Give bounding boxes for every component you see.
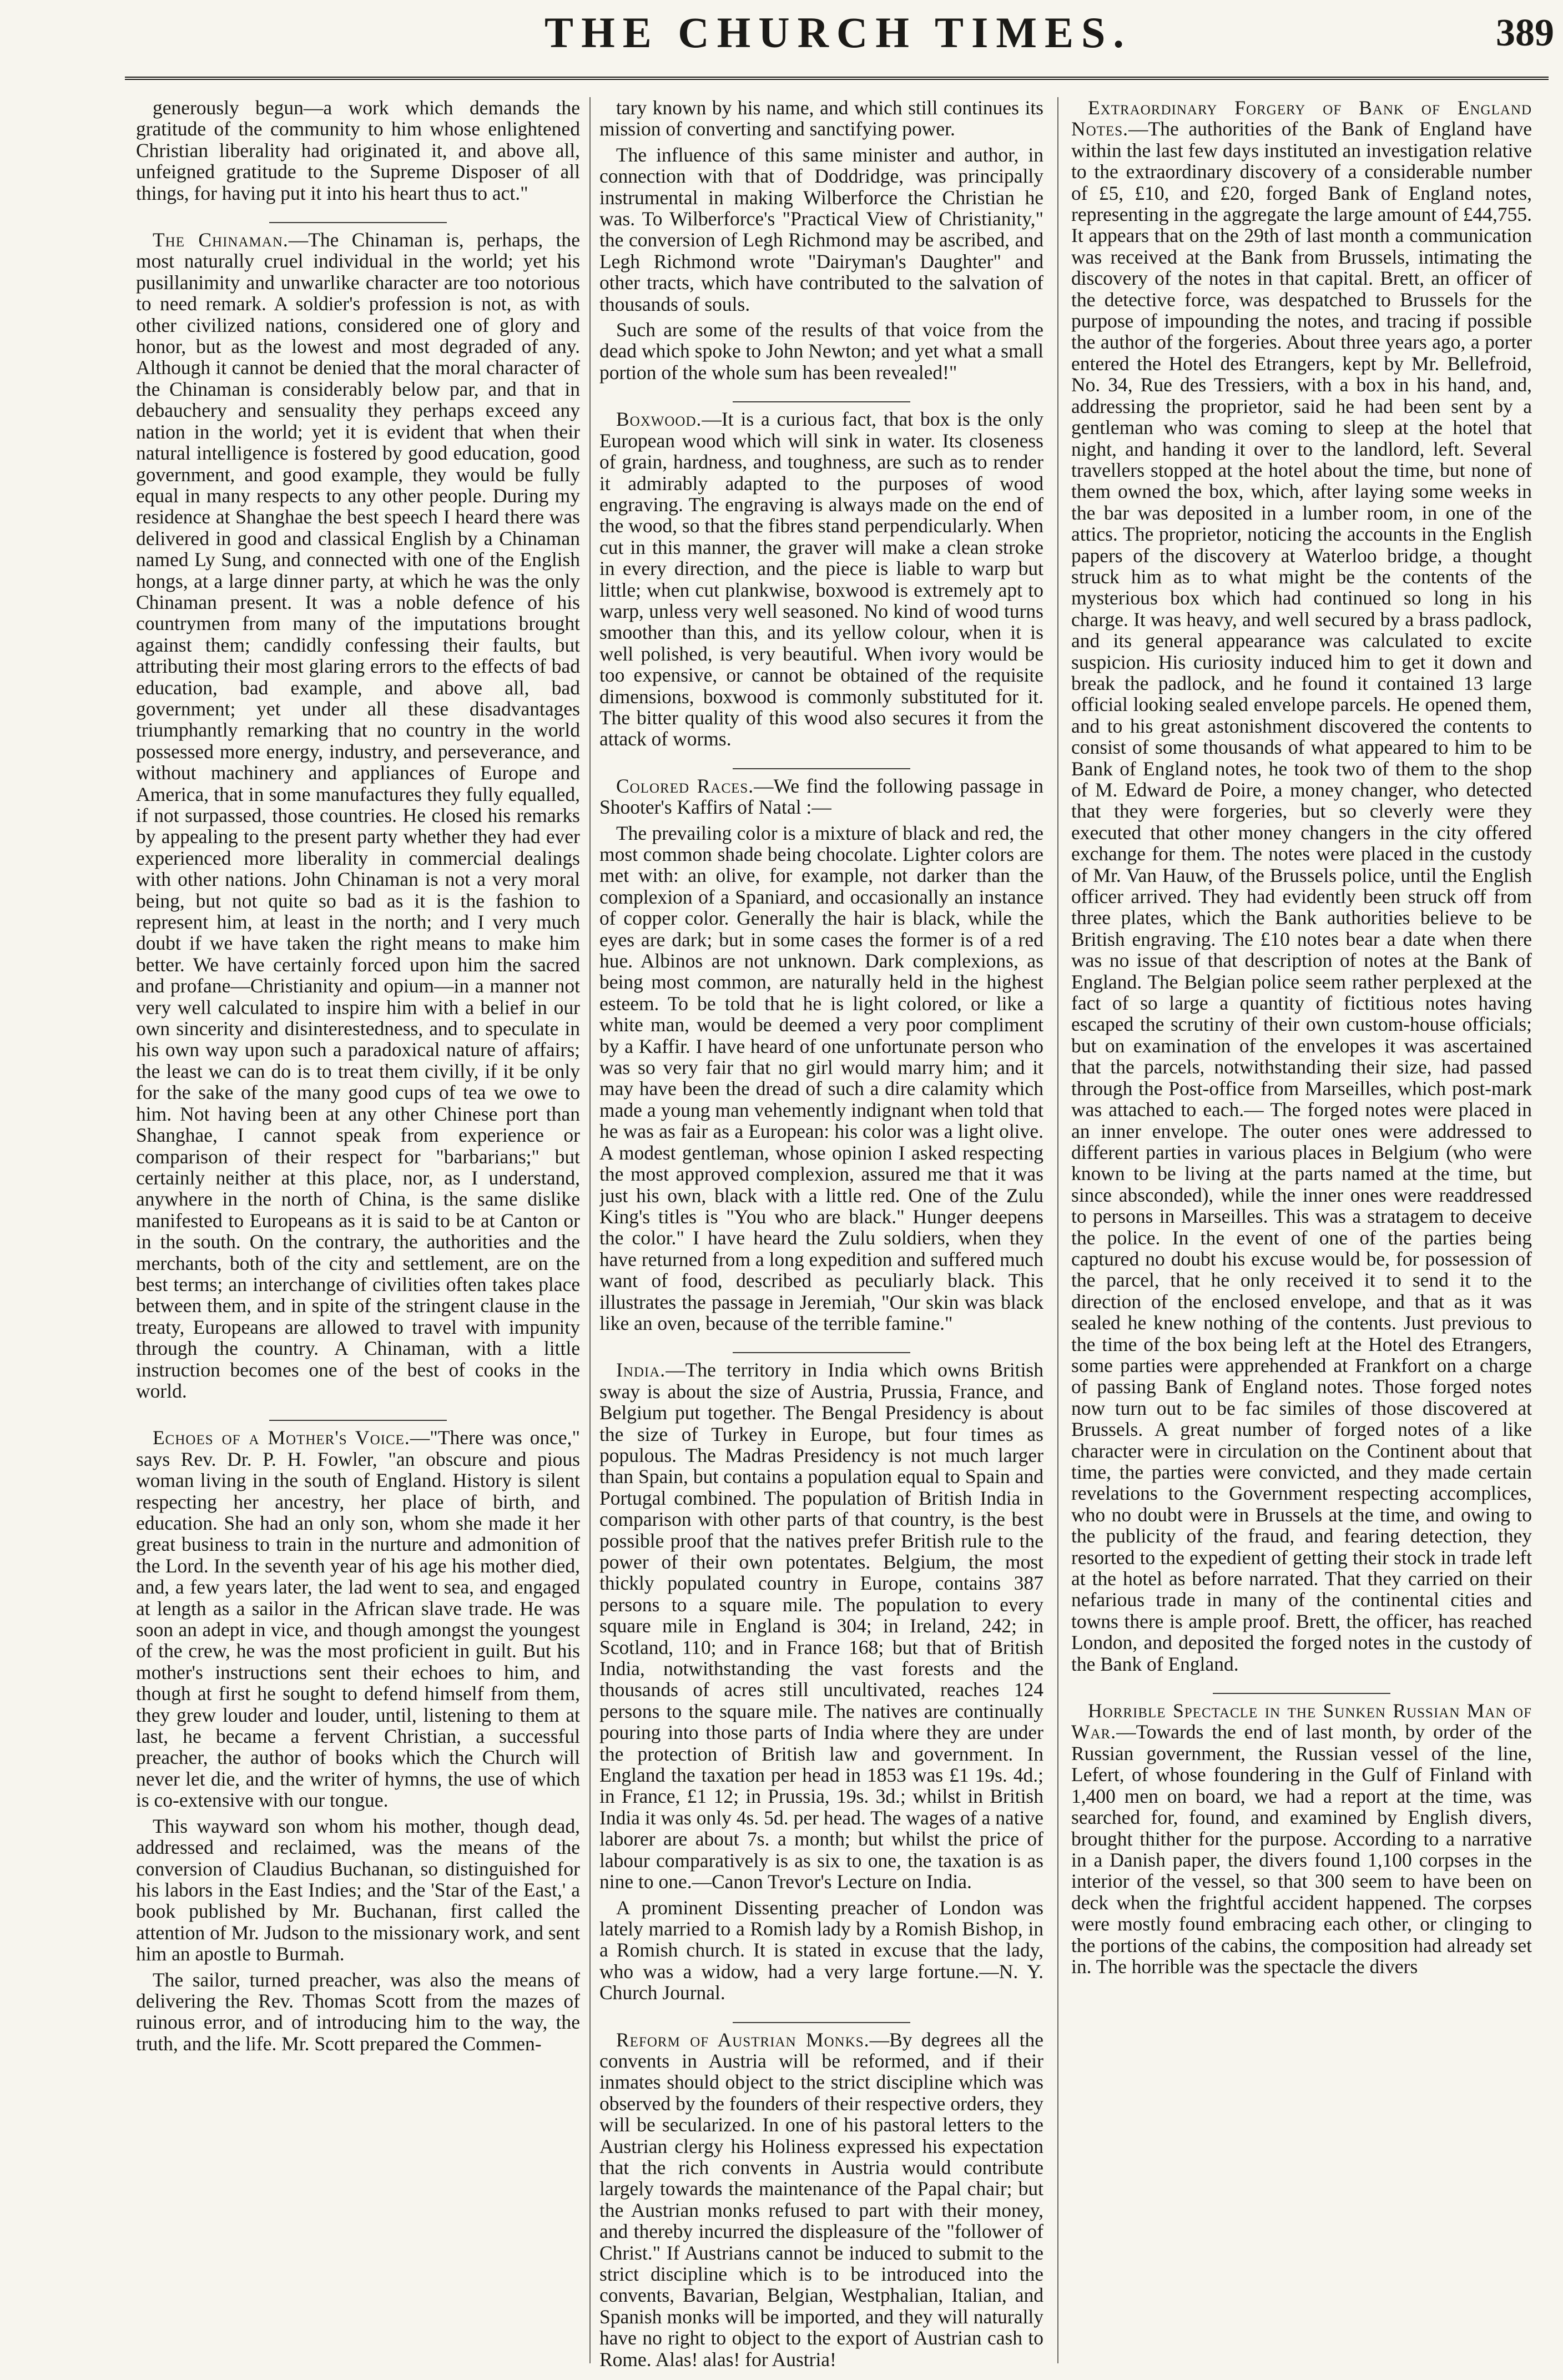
column-divider <box>1057 97 1058 2363</box>
article-divider <box>136 208 580 225</box>
paragraph <box>599 823 1043 1334</box>
paragraph <box>136 1816 580 1965</box>
masthead <box>111 6 1563 67</box>
article-paragraph <box>599 1359 1043 1892</box>
article-divider <box>599 1338 1043 1355</box>
article-heading: India. <box>616 1359 666 1381</box>
paragraph-text: This wayward son whom his mother, though dead, addressed and reclaimed, was the means of the conversion of Claudius Buchanan, so distinguished for his labors in the East Indies; and the 'Star of the East,' a book published by Mr. Buchanan, first called the attention of Mr. Judson to the missionary work, and sent him an apostle to Burmah. <box>136 1814 580 1965</box>
paragraph <box>599 1897 1043 2004</box>
paragraph <box>136 97 580 204</box>
paragraph-text: A prominent Dissenting preacher of London was lately married to a Romish lady by a Romish Bishop, in a Romish church. It is stated in excuse that the lady, who was a widow, had a very large fortune.—N. Y. Church Journal. <box>599 1896 1043 2004</box>
article-paragraph <box>136 229 580 1401</box>
paragraph-text: —It is a curious fact, that box is the only European wood which will sink in water. Its closeness of grain, hardness, and toughness, are such as to render it admirably adapted to the purposes of wood engraving. The engraving is always made on the end of the wood, so that the fibres stand perpendicularly. When cut in this manner, the graver will make a clean stroke in every direction, and the piece is liable to warp but little; when cut plankwise, boxwood is extremely apt to warp, unless very well seasoned. No kind of wood turns smoother than this, and its yellow colour, when it is well polished, is very beautiful. When ivory would be too expensive, or cannot be obtained of the requisite dimensions, boxwood is commonly substituted for it. The bitter quality of this wood also secures it from the attack of worms. <box>599 408 1043 750</box>
paragraph-text: —Towards the end of last month, by order of the Russian government, the Russian vessel of the line, Lefert, of whose foundering in the Gulf of Finland with 1,400 men on board, we had a report at the time, was searched for, found, and examined by English divers, brought thither for the purpose. According to a narrative in a Danish paper, the divers found 1,100 corpses in the interior of the vessel, so that 300 seem to have been on deck when the frightful accident happened. The corpses were mostly found embracing each other, or clinging to the portions of the cabins, the composition had already set in. The horrible was the spectacle the divers <box>1071 1721 1532 1978</box>
paragraph-text: The prevailing color is a mixture of black and red, the most common shade being chocolate. Lighter colors are met with: an olive, for example, not darker than the complexion of a Spaniard, and occasionally an instance of copper color. Generally the hair is black, while the eyes are dark; but in some cases the former is of a red hue. Albinos are not unknown. Dark complexions, as being most common, are naturally held in the highest esteem. To be told that he is light colored, or like a white man, would be deemed a very poor compliment by a Kaffir. I have heard of one unfortunate person who was so very fair that no girl would marry him; and it may have been the dread of such a dire calamity which made a young man vehemently indignant when told that he was as fair as a European: his color was a light olive. A modest gentleman, whose opinion I asked respecting the most approved complexion, assured me that it was just his own, black with a little red. One of the Zulu King's titles is "You who are black." Hunger deepens the color." I have heard the Zulu soldiers, when they have returned from a long expedition and suffered much want of food, described as peculiarly black. This illustrates the passage in Jeremiah, "Our skin was black like an oven, because of the terrible famine." <box>599 821 1043 1334</box>
article-paragraph <box>599 775 1043 818</box>
paragraph <box>136 1969 580 2055</box>
column-3 <box>1071 97 1532 2374</box>
paragraph <box>599 97 1043 140</box>
paragraph-text: —The territory in India which owns British sway is about the size of Austria, Prussia, France, and Belgium put together. The Bengal Presidency is about the size of Turkey in Europe, but four times as populous. The Madras Presidency is not much larger than Spain, but contains a population equal to Spain and Portugal combined. The population of British India in comparison with other parts of that country, is the best possible proof that the natives prefer British rule to the power of their own potentates. Belgium, the most thickly populated country in Europe, contains 387 persons to a square mile. The population to every square mile in England is 304; in Ireland, 242; in Scotland, 110; and in France 168; but that of British India, notwithstanding the vast forests and the thousands of acres still uncultivated, reaches 124 persons to the square mile. The natives are continually pouring into those parts of India where they are under the protection of British law and government. In England the taxation per head in 1853 was £1 19s. 4d.; in France, £1 12; in Prussia, 19s. 3d.; whilst in British India it was only 4s. 5d. per head. The wages of a native laborer are about 7s. a month; but whilst the price of labour comparatively is as six to one, the taxation is as nine to one.—Canon Trevor's Lecture on India. <box>599 1359 1043 1893</box>
article-paragraph <box>1071 97 1532 1675</box>
paragraph-text: tary known by his name, and which still continues its mission of converting and sanctifying power. <box>599 97 1043 140</box>
article-divider <box>1071 1679 1532 1696</box>
paragraph-text: —The Chinaman is, perhaps, the most naturally cruel individual in the world; yet his pusillanimity and unwarlike character are too notorious to need remark. A soldier's profession is not, as with other civilized nations, considered one of glory and honor, but as the lowest and most degraded of any. Although it cannot be denied that the moral character of the Chinaman is considerably below par, and that in debauchery and sensuality they perhaps exceed any nation in the world; yet it is evident that when their natural intelligence is fostered by good education, good government, and good example, they would be fully equal in many respects to any other people. During my residence at Shanghae the best speech I heard there was delivered in good and classical English by a Chinaman named Ly Sung, and connected with one of the English hongs, at a large dinner party, at which he was the only Chinaman present. It was a noble defence of his countrymen from many of the imputations brought against them; candidly confessing their faults, but attributing their most glaring errors to the effects of bad education, bad example, and above all, bad government; yet under all these disadvantages triumphantly remarking that no country in the world possessed more energy, industry, and perseverance, and without machinery and appliances of Europe and America, that in some manufactures they fully equalled, if not surpassed, those countries. He closed his remarks by appealing to the present party whether they had ever experienced more liberality in commercial dealings with other nations. John Chinaman is not a very moral being, but not quite so bad as it is the fashion to represent him, at least in the north; and I very much doubt if we have taken the right means to make him better. We have certainly forced upon him the sacred and profane—Christianity and opium—in a manner not very well calculated to inspire him with a belief in our own sincerity and disinterestedness, and to speculate in his own way upon such a paradoxical nature of affairs; the least we can do is to treat them civilly, if it be only for the sake of the many good cups of tea we owe to him. Not having been at any other Chinese port than Shanghae, I cannot speak from experience or comparison of their respect for "barbarians;" but certainly neither at this place, nor, as I understand, anywhere in the north of China, is the same dislike manifested to Europeans as it is said to be at Canton or in the south. On the contrary, the authorities and the merchants, both of the city and settlement, are on the best terms; an interchange of civilities often takes place between them, and in spite of the stringent clause in the treaty, Europeans are allowed to travel with impunity through the country. A Chinaman, with a little instruction becomes one of the best of cooks in the world. <box>136 229 580 1402</box>
article-heading: The Chinaman. <box>153 229 289 251</box>
article-divider <box>136 1406 580 1423</box>
column-2 <box>599 97 1043 2374</box>
paragraph <box>599 319 1043 383</box>
article-heading: Horrible Spectacle in the Sunken Russian Man of War. <box>1071 1700 1532 1743</box>
paragraph-text: Such are some of the results of that voice from the dead which spoke to John Newton; and yet what a small portion of the whole sum has been revealed!" <box>599 319 1043 384</box>
masthead-rule <box>125 77 1549 80</box>
article-divider <box>599 387 1043 404</box>
newspaper-title: THE CHURCH TIMES. <box>544 8 1132 57</box>
article-heading: Colored Races. <box>616 774 754 797</box>
article-heading: Boxwood. <box>616 408 702 431</box>
paragraph-text: The influence of this same minister and author, in connection with that of Doddridge, was principally instrumental in making Wilberforce the Christian he was. To Wilberforce's "Practical View of Christianity," the conversion of Legh Richmond may be ascribed, and Legh Richmond wrote "Dairyman's Daughter" and other tracts, which have contributed to the salvation of thousands of souls. <box>599 143 1043 315</box>
column-divider <box>589 97 591 2363</box>
article-paragraph <box>599 2029 1043 2371</box>
article-heading: Echoes of a Mother's Voice. <box>153 1426 410 1449</box>
article-paragraph <box>599 409 1043 750</box>
article-divider <box>599 754 1043 771</box>
article-heading: Reform of Austrian Monks. <box>616 2028 870 2051</box>
paragraph-text: generously begun—a work which demands the gratitude of the community to him whose enlightened Christian liberality had originated it, and above all, unfeigned gratitude to the Supreme Disposer of all things, for having put it into his heart thus to act." <box>136 97 580 204</box>
article-heading: Extraordinary Forgery of Bank of England Notes. <box>1071 97 1532 140</box>
paragraph-text: —The authorities of the Bank of England have within the last few days instituted an investigation relative to the extraordinary discovery of a considerable number of £5, £10, and £20, forged Bank of England notes, representing in the aggregate the large amount of £44,755. It appears that on the 29th of last month a communication was received at the Bank from Brussels, intimating the discovery of the notes in that capital. Brett, an officer of the detective force, was despatched to Brussels for the purpose of impounding the notes, and tracing if possible the author of the forgeries. About three years ago, a porter entered the Hotel des Etrangers, kept by Mr. Bellefroid, No. 34, Rue des Tressiers, with a box in his hand, and, addressing the proprietor, said he had been sent by a gentleman who was coming to sleep at the hotel that night, and handing it over to the landlord, left. Several travellers stopped at the hotel about the time, but none of them owned the box, which, after laying some weeks in the bar was deposited in a lumber room, in one of the attics. The proprietor, noticing the accounts in the English papers of the discovery at Waterloo bridge, a thought struck him as to what might be the contents of the mysterious box which had continued so long in his charge. It was heavy, and well secured by a brass padlock, and its general appearance was calculated to excite suspicion. His curiosity induced him to get it down and break the padlock, and he found it contained 13 large official looking sealed envelope parcels. He opened them, and to his great astonishment discovered the contents to consist of some thousands of what appeared to him to be Bank of England notes, he took two of them to the shop of M. Edward de Poire, a money changer, who detected that they were forgeries, but so cleverly were they executed that other money changers in the city offered exchange for them. The notes were placed in the custody of Mr. Van Hauw, of the Brussels police, until the English officer arrived. They had evidently been struck off from three plates, which the Bank authorities believe to be British engraving. The £10 notes bear a date when there was no issue of that description of notes at the Bank of England. The Belgian police seem rather perplexed at the fact of so large a quantity of fictitious notes having escaped the scrutiny of their own custom-house officials; but on examination of the envelopes it was ascertained that the parcels, notwithstanding their size, had passed through the Post-office from Marseilles, which post-mark was attached to each.— The forged notes were placed in an inner envelope. The outer ones were addressed to different parties in various places in Belgium (who were known to be living at the parts named at the time, but since absconded), while the inner ones were readdressed to persons in Marseilles. This was a stratagem to deceive the police. In the event of one of the parties being captured no doubt his excuse would be, for possession of the parcel, that he only received it to send it to the direction of the enclosed envelope, and that as it was sealed he knew nothing of the contents. Just previous to the time of the box being left at the Hotel des Etrangers, some parties were apprehended at Frankfort on a charge of passing Bank of England notes. Those forged notes now turn out to be fac similes of those discovered at Brussels. A great number of forged notes of a like character were in circulation on the Continent about that time, the parties were convicted, and they made certain revelations to the Government respecting accomplices, who no doubt were in Brussels at the time, and owing to the publicity of the fraud, and fearing detection, they resorted to the expedient of getting their stock in trade left at the hotel as before narrated. That they carried on their nefarious trade in many of the continental cities and towns there is ample proof. Brett, the officer, has reached London, and deposited the forged notes in the custody of the Bank of England. <box>1071 118 1532 1675</box>
paragraph-text: —We find the following passage in Shooter's Kaffirs of Natal :— <box>599 774 1043 819</box>
column-1 <box>136 97 580 2374</box>
paragraph-text: —"There was once," says Rev. Dr. P. H. Fowler, "an obscure and pious woman living in the south of England. History is silent respecting her ancestry, her place of birth, and education. She had an only son, whom she made it her great business to train in the nurture and admonition of the Lord. In the seventh year of his age his mother died, and, a few years later, the lad went to sea, and engaged at length as a sailor in the African slave trade. He was soon an adept in vice, and though amongst the youngest of the crew, he was the most proficient in guilt. But his mother's instructions sent their echoes to him, and though at first he sought to defend himself from them, they grew louder and louder, until, listening to them at last, he became a fervent Christian, a successful preacher, the author of books which the Church will never let die, and the writer of hymns, the use of which is co-extensive with our tongue. <box>136 1426 580 1812</box>
article-divider <box>599 2008 1043 2025</box>
paragraph-text: —By degrees all the convents in Austria will be reformed, and if their inmates should object to the strict discipline which was observed by the founders of their respective orders, they will be secularized. In one of his pastoral letters to the Austrian clergy his Holiness expressed his expectation that the rich convents in Austria would contribute largely towards the maintenance of the Papal chair; but the Austrian monks refused to part with their money, and thereby incurred the displeasure of the "follower of Christ." If Austrians cannot be induced to submit to the strict discipline which is to be introduced into the convents, Bavarian, Belgian, Westphalian, Italian, and Spanish monks will be imported, and they will naturally have no right to object to the export of Austrian cash to Rome. Alas! alas! for Austria! <box>599 2028 1043 2371</box>
page-number: 389 <box>1496 12 1554 54</box>
paragraph <box>599 144 1043 315</box>
article-paragraph <box>136 1427 580 1811</box>
article-paragraph <box>1071 1700 1532 1977</box>
paragraph-text: The sailor, turned preacher, was also the means of delivering the Rev. Thomas Scott from the mazes of ruinous error, and of introducing him to the way, the truth, and the life. Mr. Scott prepared the Commen- <box>136 1968 580 2055</box>
